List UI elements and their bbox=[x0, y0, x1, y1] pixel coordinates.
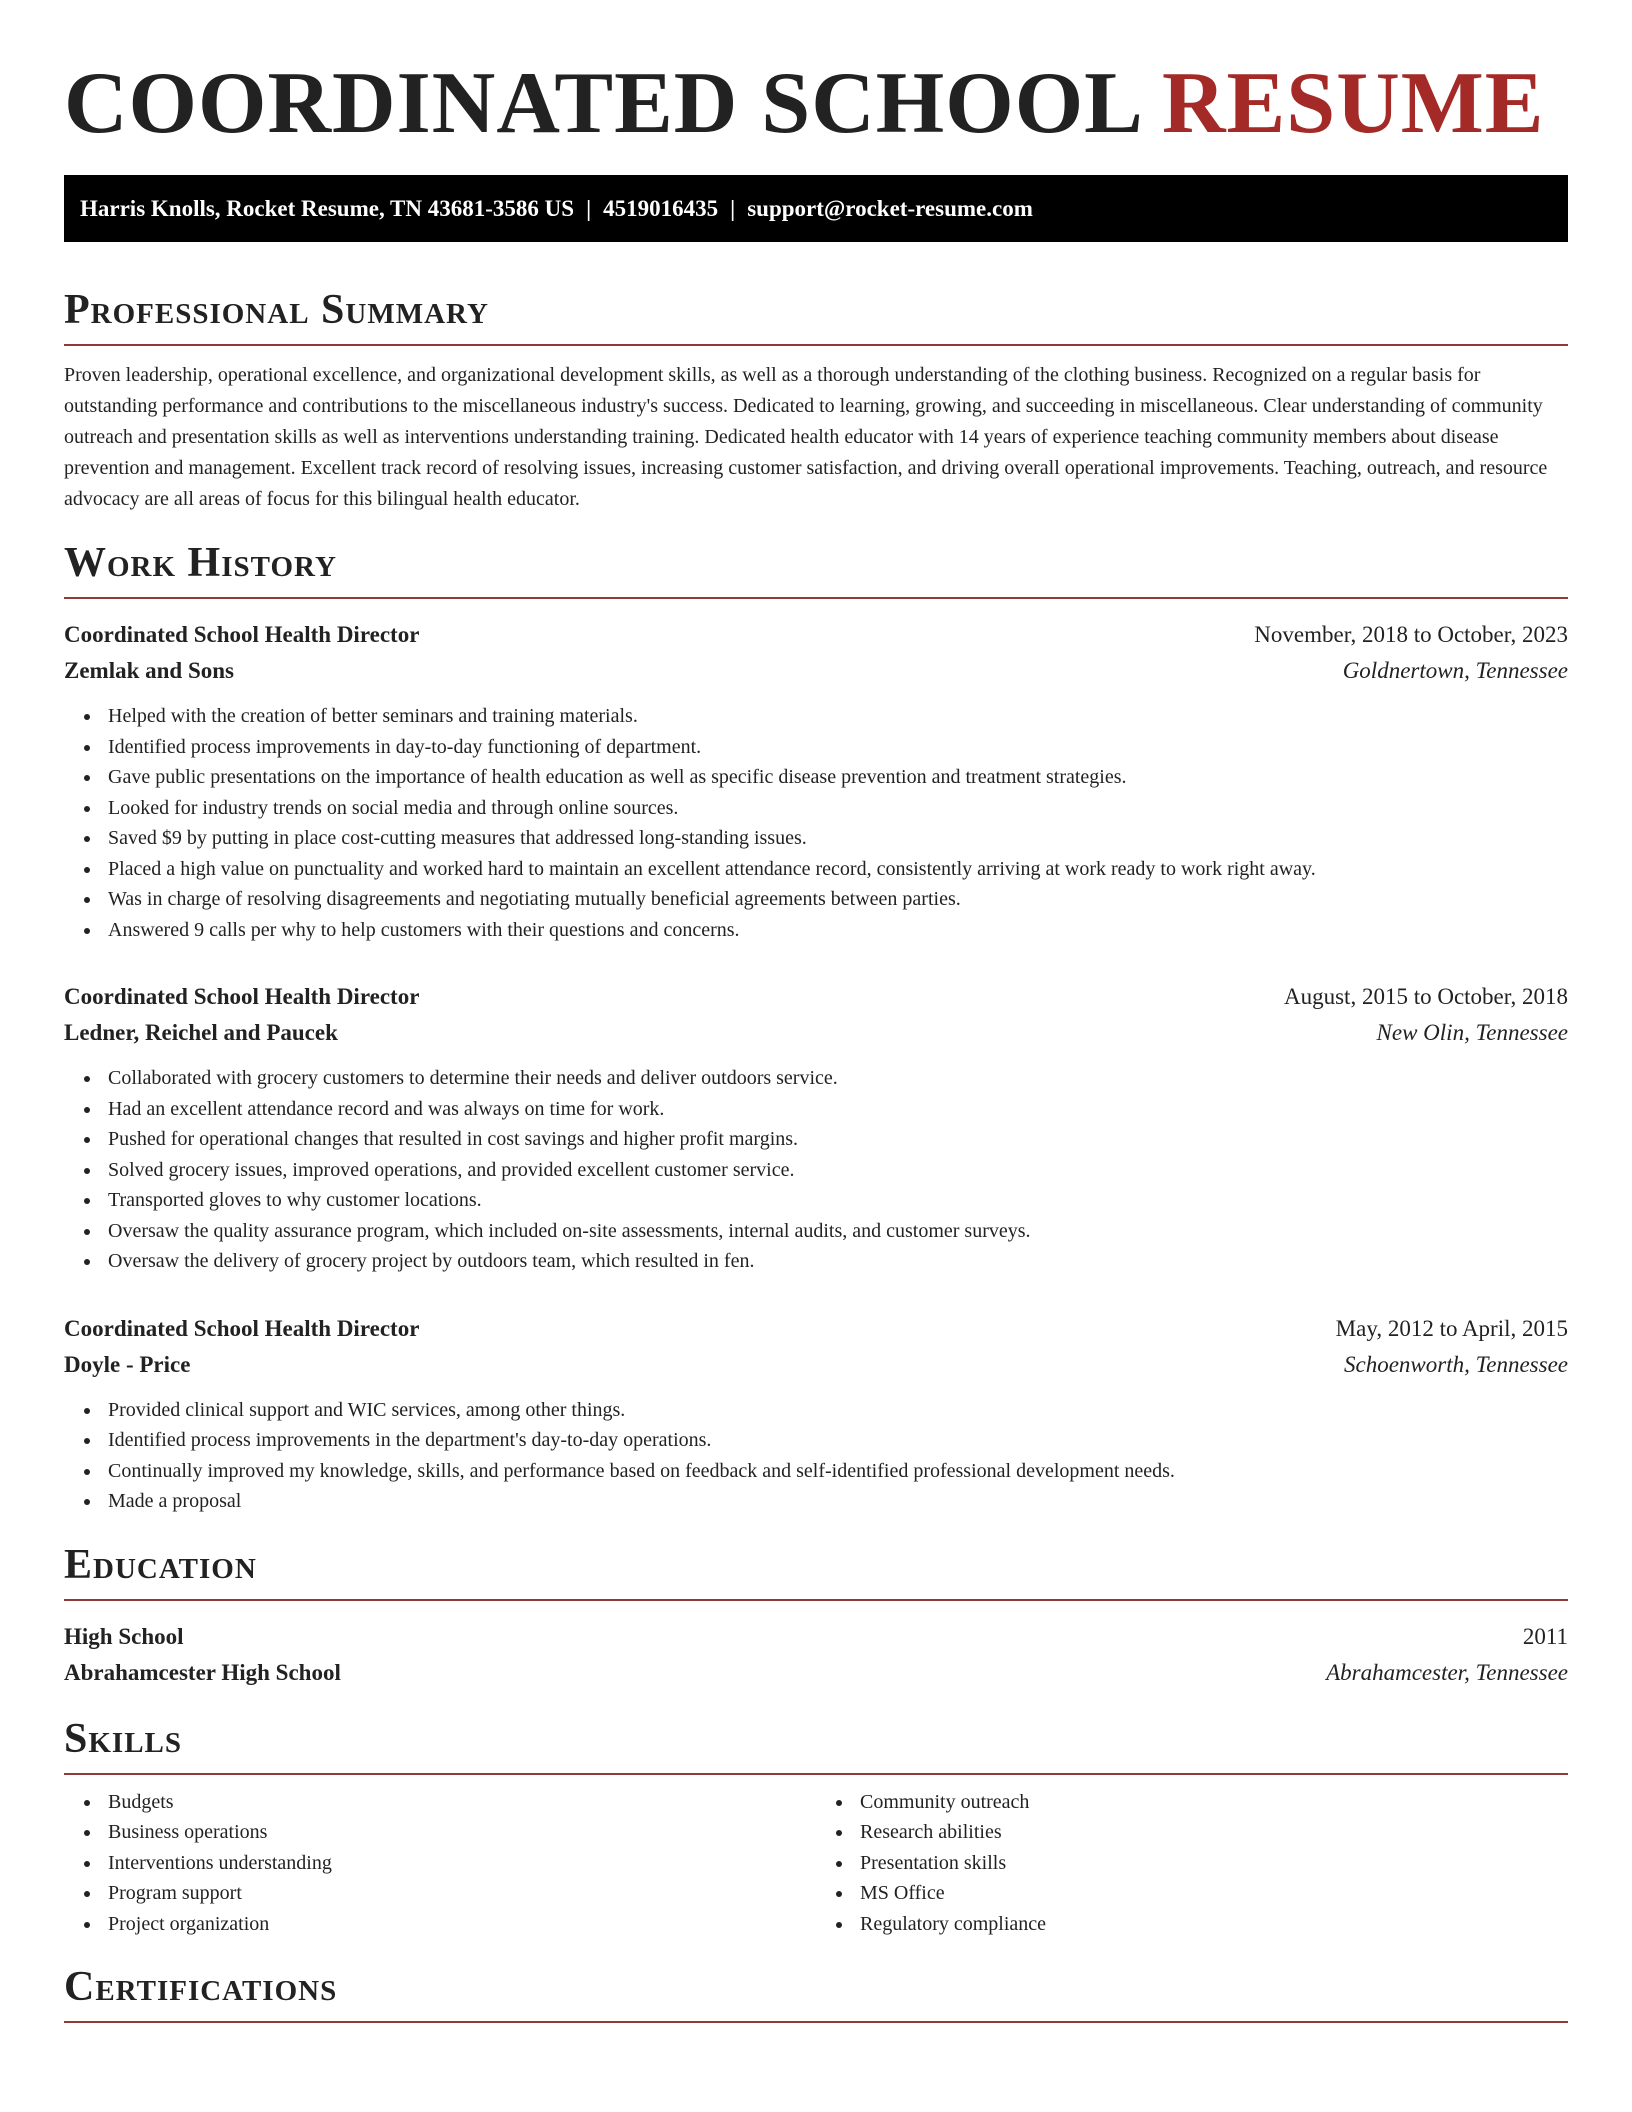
education-school-row bbox=[64, 1655, 1568, 1691]
list-item: Looked for industry trends on social media and through online sources. bbox=[108, 793, 1568, 824]
education-section bbox=[64, 1539, 1568, 1691]
list-item: Placed a high value on punctuality and worked hard to maintain an excellent attendance record, consistently arriving at work ready to work right away. bbox=[108, 854, 1568, 885]
list-item: Project organization bbox=[108, 1909, 816, 1940]
list-item: Regulatory compliance bbox=[860, 1909, 1568, 1940]
job-company: Zemlak and Sons bbox=[64, 658, 235, 683]
job-bullets bbox=[64, 701, 1568, 945]
list-item: Collaborated with grocery customers to determine their needs and deliver outdoors service. bbox=[108, 1063, 1568, 1094]
list-item: Program support bbox=[108, 1878, 816, 1909]
job-dates: May, 2012 to April, 2015 bbox=[1335, 1315, 1568, 1341]
summary-section bbox=[64, 284, 1568, 515]
list-item: Identified process improvements in day-to-day functioning of department. bbox=[108, 732, 1568, 763]
skills-section bbox=[64, 1713, 1568, 1940]
skills-list-left bbox=[64, 1787, 816, 1940]
title-main: COORDINATED SCHOOL bbox=[64, 55, 1139, 152]
list-item: Identified process improvements in the department's day-to-day operations. bbox=[108, 1425, 1568, 1456]
skills-heading: Skills bbox=[64, 1715, 183, 1762]
job-company: Ledner, Reichel and Paucek bbox=[64, 1020, 338, 1045]
education-degree-row bbox=[64, 1619, 1568, 1655]
job-bullets bbox=[64, 1395, 1568, 1517]
section-divider bbox=[64, 344, 1568, 346]
list-item: Pushed for operational changes that resulted in cost savings and higher profit margins. bbox=[108, 1124, 1568, 1155]
education-year: 2011 bbox=[1522, 1623, 1568, 1649]
contact-separator: | bbox=[730, 196, 736, 221]
job-bullets bbox=[64, 1063, 1568, 1277]
certifications-section bbox=[64, 1961, 1568, 2023]
contact-bar bbox=[64, 175, 1568, 242]
job-title-row bbox=[64, 979, 1568, 1015]
resume-title bbox=[64, 0, 1568, 176]
title-accent: RESUME bbox=[1162, 55, 1545, 152]
education-degree: High School bbox=[64, 1623, 184, 1649]
job-dates: November, 2018 to October, 2023 bbox=[1254, 622, 1568, 647]
job-entry bbox=[64, 617, 1568, 945]
list-item: MS Office bbox=[860, 1878, 1568, 1909]
contact-email: support@rocket-resume.com bbox=[747, 196, 1033, 221]
education-school: Abrahamcester High School bbox=[64, 1659, 341, 1685]
list-item: Saved $9 by putting in place cost-cutting measures that addressed long-standing issues. bbox=[108, 823, 1568, 854]
skills-grid bbox=[64, 1775, 1568, 1940]
contact-phone: 4519016435 bbox=[603, 196, 719, 221]
list-item: Helped with the creation of better seminars and training materials. bbox=[108, 701, 1568, 732]
list-item: Gave public presentations on the importance of health education as well as specific disease prevention and treatment strategies. bbox=[108, 762, 1568, 793]
education-heading: Education bbox=[64, 1541, 257, 1588]
work-history-section bbox=[64, 537, 1568, 1517]
job-company-row bbox=[64, 1015, 1568, 1051]
list-item: Business operations bbox=[108, 1817, 816, 1848]
list-item: Made a proposal bbox=[108, 1486, 1568, 1517]
job-location: Schoenworth, Tennessee bbox=[1343, 1351, 1568, 1377]
job-title: Coordinated School Health Director bbox=[64, 622, 420, 647]
list-item: Solved grocery issues, improved operations, and provided excellent customer service. bbox=[108, 1155, 1568, 1186]
list-item: Community outreach bbox=[860, 1787, 1568, 1818]
contact-address: Harris Knolls, Rocket Resume, TN 43681-3586 US bbox=[80, 196, 575, 221]
skills-list-right bbox=[816, 1787, 1568, 1940]
job-location: Goldnertown, Tennessee bbox=[1342, 658, 1568, 683]
list-item: Continually improved my knowledge, skills, and performance based on feedback and self-identified professional development needs. bbox=[108, 1456, 1568, 1487]
section-divider bbox=[64, 1599, 1568, 1601]
job-title: Coordinated School Health Director bbox=[64, 1315, 420, 1341]
list-item: Transported gloves to why customer locations. bbox=[108, 1185, 1568, 1216]
job-title: Coordinated School Health Director bbox=[64, 984, 420, 1009]
list-item: Provided clinical support and WIC services, among other things. bbox=[108, 1395, 1568, 1426]
list-item: Oversaw the quality assurance program, which included on-site assessments, internal audits, and customer surveys. bbox=[108, 1216, 1568, 1247]
summary-text: Proven leadership, operational excellence, and organizational development skills, as well as a thorough understanding of the clothing business. Recognized on a regular basis for outstanding performance and contributions to the miscellaneous industry's success. Dedicated to learning, growing, and succeeding in miscellaneous. Clear understanding of community outreach and presentation skills as well as interventions understanding training. Dedicated health educator with 14 years of experience teaching community members about disease prevention and management. Excellent track record of resolving issues, increasing customer satisfaction, and driving overall operational improvements. Teaching, outreach, and resource advocacy are all areas of focus for this bilingual health educator. bbox=[64, 364, 1548, 510]
job-company: Doyle - Price bbox=[64, 1351, 191, 1377]
job-title-row bbox=[64, 617, 1568, 653]
list-item: Interventions understanding bbox=[108, 1848, 816, 1879]
list-item: Budgets bbox=[108, 1787, 816, 1818]
list-item: Oversaw the delivery of grocery project by outdoors team, which resulted in fen. bbox=[108, 1246, 1568, 1277]
job-entry bbox=[64, 1311, 1568, 1517]
job-company-row bbox=[64, 653, 1568, 689]
section-divider bbox=[64, 597, 1568, 599]
list-item: Research abilities bbox=[860, 1817, 1568, 1848]
job-location: New Olin, Tennessee bbox=[1376, 1020, 1568, 1045]
job-entry bbox=[64, 979, 1568, 1277]
education-entry bbox=[64, 1619, 1568, 1691]
list-item: Had an excellent attendance record and was always on time for work. bbox=[108, 1094, 1568, 1125]
list-item: Was in charge of resolving disagreements and negotiating mutually beneficial agreements between parties. bbox=[108, 884, 1568, 915]
education-location: Abrahamcester, Tennessee bbox=[1326, 1659, 1568, 1685]
job-company-row bbox=[64, 1347, 1568, 1383]
certifications-heading: Certifications bbox=[64, 1964, 338, 2010]
job-dates: August, 2015 to October, 2018 bbox=[1284, 984, 1568, 1009]
contact-separator: | bbox=[586, 196, 592, 221]
work-history-heading: Work History bbox=[64, 540, 337, 586]
list-item: Answered 9 calls per why to help customers with their questions and concerns. bbox=[108, 915, 1568, 946]
list-item: Presentation skills bbox=[860, 1848, 1568, 1879]
section-divider bbox=[64, 2021, 1568, 2023]
summary-heading: Professional Summary bbox=[64, 287, 489, 333]
job-title-row bbox=[64, 1311, 1568, 1347]
